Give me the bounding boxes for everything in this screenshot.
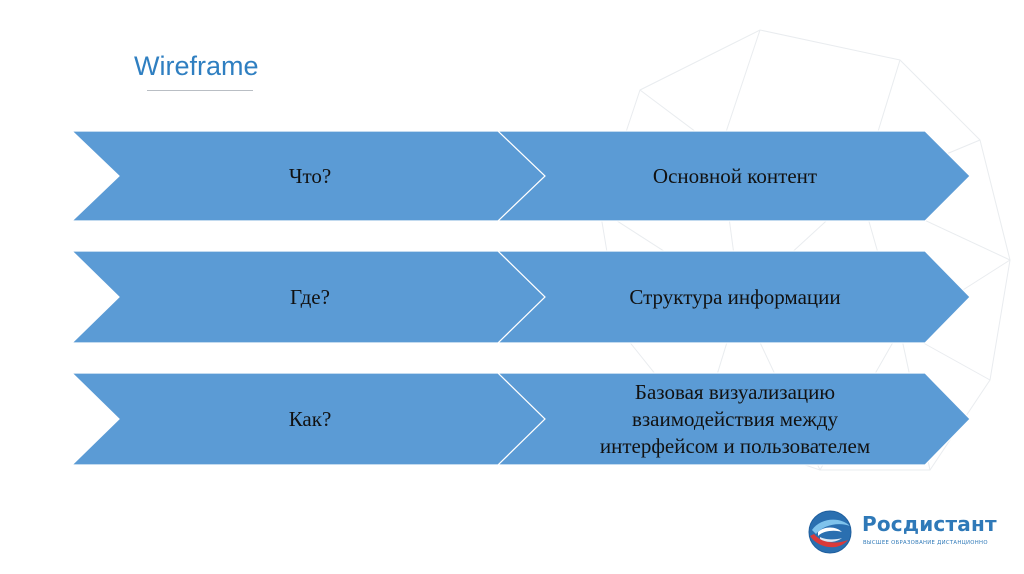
globe-swirl-icon — [806, 508, 854, 556]
row-3-answer-line-3: интерфейсом и пользователем — [599, 433, 871, 458]
row-2-question-text: Где? — [290, 284, 330, 309]
row-2-answer — [545, 251, 925, 343]
row-3-answer — [545, 373, 925, 465]
row-2-question — [120, 251, 500, 343]
row-3-answer-line-1: Базовая визуализацию — [634, 379, 836, 404]
row-1-question — [120, 131, 500, 221]
row-3-question — [120, 373, 500, 465]
row-1-answer — [545, 131, 925, 221]
row-2-answer-text: Структура информации — [629, 284, 841, 309]
row-1-question-text: Что? — [288, 163, 332, 188]
rosdistant-logo — [806, 508, 996, 558]
slide-title: Wireframe — [134, 51, 259, 81]
logo-name: Росдистант — [862, 512, 997, 536]
logo-tagline: ВЫСШЕЕ ОБРАЗОВАНИЕ ДИСТАНЦИОННО — [863, 540, 988, 546]
row-1-answer-text: Основной контент — [652, 163, 818, 188]
row-3-answer-line-2: взаимодействия между — [631, 406, 839, 431]
row-3-question-text: Как? — [288, 406, 332, 431]
